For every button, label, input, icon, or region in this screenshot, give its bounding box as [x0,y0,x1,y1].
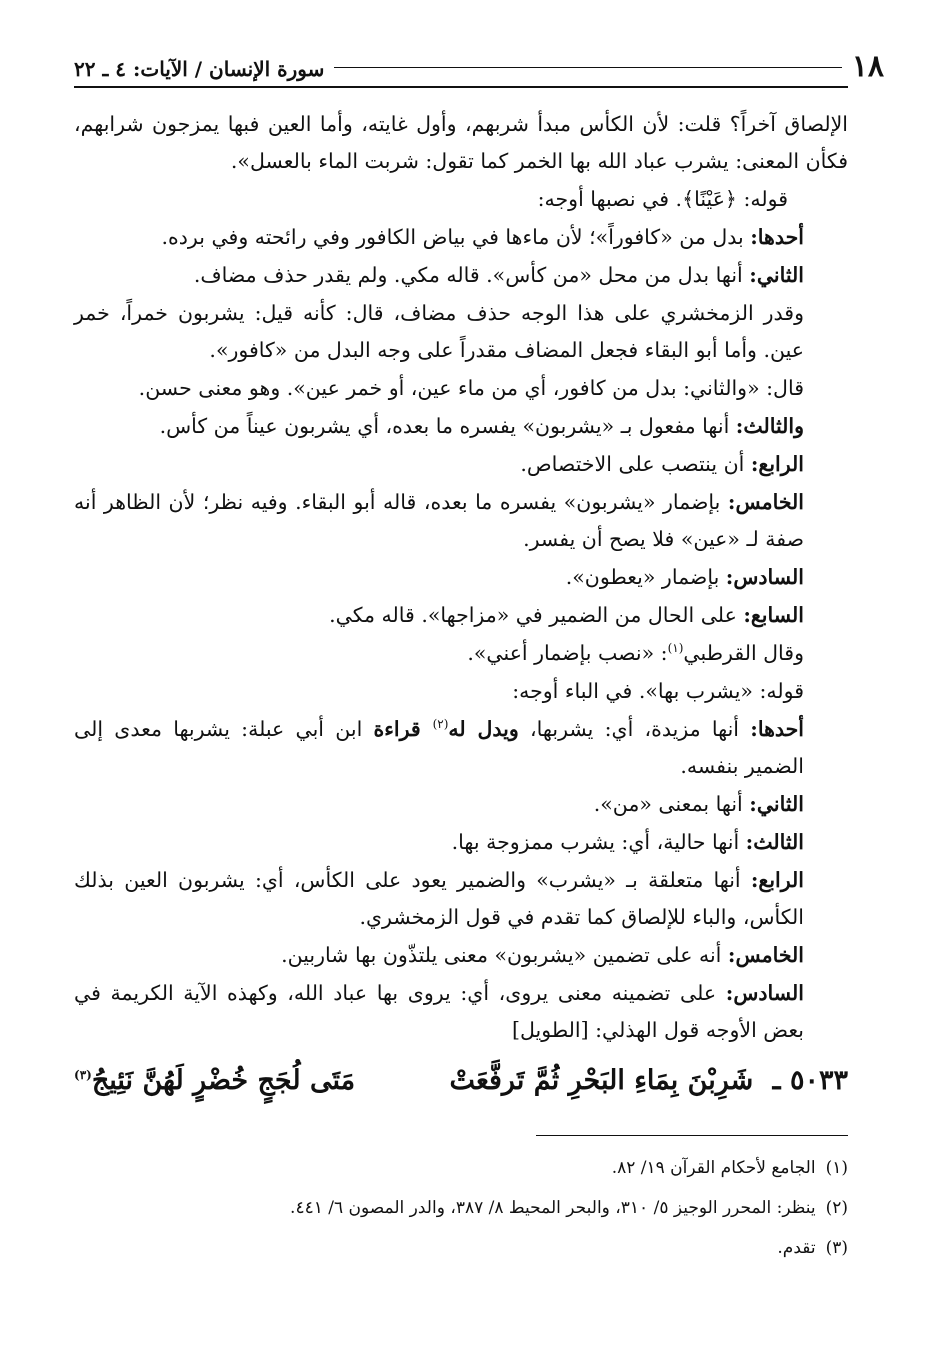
paragraph-text: على تضمينه معنى يروى، أي: يروى بها عباد الله، وكهذه الآية الكريمة في بعض الأوجه قول الهذلي: [الطويل] [74,981,804,1042]
paragraph-text: الإلصاق آخراً؟ قلت: لأن الكأس مبدأ شربهم، وأول غايته، وأما العين فبها يمزجون شرابهم، فكأن المعنى: يشرب عباد الله بها الخمر كما تقول: شربت الماء بالعسل». [74,112,848,173]
paragraph [74,937,848,974]
paragraph-text: على الحال من الضمير في «مزاجها». قاله مكي. [329,603,744,627]
term-label: الثالث: [745,830,804,854]
term-label: الخامس: [727,943,804,967]
term-label: أحدها: [750,717,805,741]
paragraph-text: قوله: ﴿عَيْنًا﴾. في نصبها أوجه: [537,187,788,211]
paragraph [74,975,848,1049]
paragraph-text: أنها متعلقة بـ «يشرب» والضمير يعود على الكأس، أي: يشربون العين بذلك الكأس، والباء للإلصاق كما تقدم في قول الزمخشري. [74,868,804,929]
page-number: ١٨ [851,49,884,84]
poetry-verse [74,1061,848,1101]
footnote-number: (٢) [825,1198,848,1218]
page-header [74,38,884,88]
term-label: السادس: [725,981,804,1005]
paragraph-text: بإضمار «يعطون». [565,565,726,589]
emphasis-text: ويدل له [448,717,519,741]
paragraph [74,559,848,596]
paragraph [74,257,848,294]
paragraph [74,106,848,180]
paragraph [74,597,848,634]
paragraph [74,295,848,369]
paragraph [74,673,848,710]
paragraph-text: أنها بمعنى «من». [593,792,750,816]
paragraph-text: ابن أبي عبلة: يشربها معدى إلى الضمير بنفسه. [74,717,804,778]
footnote-text: ينظر: المحرر الوجيز ٥/ ٣١٠، والبحر المحيط ٨/ ٣٨٧، والدر المصون ٦/ ٤٤١. [290,1198,816,1218]
header-rule [334,67,841,68]
main-text [74,106,848,1049]
paragraph [74,635,848,672]
footnote-marker: (٣) [74,1068,92,1082]
paragraph [74,408,848,445]
paragraph-text: : «نصب بإضمار أعني». [467,641,668,665]
footnote-separator [536,1135,848,1136]
footnote-text: الجامع لأحكام القرآن ١٩/ ٨٢. [611,1158,816,1178]
hemistich-text: شَرِبْنَ بِمَاءِ البَحْرِ ثُمَّ تَرفَّعَتْ [449,1065,754,1096]
paragraph [74,370,848,407]
running-title: سورة الإنسان / الآيات: ٤ ـ ٢٢ [74,57,325,81]
paragraph-text: أنها بدل من محل «من كأس». قاله مكي. ولم يقدر حذف مضاف. [193,263,750,287]
term-label: والثالث: [735,414,804,438]
footnote [74,1188,848,1228]
paragraph-text: أنها مفعول بـ «يشربون» يفسره ما بعده، أي يشربون عيناً من كأس. [159,414,736,438]
paragraph-text: بدل من «كافوراً»؛ لأن ماءها في بياض الكافور وفي رائحته وفي برده. [161,225,751,249]
paragraph-text: وقال القرطبي [683,641,804,665]
hemistich-text: مَتَى لُجَجٍ خُضْرٍ لَهُنَّ نَئِيجُ [91,1065,356,1096]
term-label: الثاني: [749,263,804,287]
footnote [74,1148,848,1188]
paragraph [74,824,848,861]
term-label: السادس: [725,565,804,589]
paragraph [74,786,848,823]
term-label: الخامس: [727,490,804,514]
term-label: الرابع: [750,452,804,476]
paragraph-text: أنها مزيدة، أي: يشربها، [518,717,751,741]
paragraph-text: قوله: «يشرب بها». في الباء أوجه: [512,679,804,703]
footnote-number: (٣) [825,1238,848,1258]
paragraph [74,484,848,558]
term-label: أحدها: [750,225,804,249]
footnote-text: تقدم. [777,1238,816,1258]
term-label: الثاني: [749,792,804,816]
footnote-marker: (١) [667,641,684,656]
footnote-number: (١) [825,1158,848,1178]
paragraph-text: أنه على تضمين «يشربون» معنى يلتذّون بها شاربين. [281,943,728,967]
paragraph-text: وقدر الزمخشري على هذا الوجه حذف مضاف، قال: كأنه قيل: يشربون خمراً، خمر عين. وأما أبو البقاء فجعل المضاف مقدراً على وجه البدل من «كافور». [74,301,804,362]
paragraph [74,711,848,785]
footnotes [74,1148,848,1268]
paragraph [74,181,848,218]
verse-second-hemistich [74,1061,355,1101]
term-label: السابع: [743,603,804,627]
paragraph [74,446,848,483]
paragraph-text: بإضمار «يشربون» يفسره ما بعده، قاله أبو البقاء. وفيه نظر؛ لأن الظاهر أنه صفة لـ «عين» فلا يصح أن يفسر. [74,490,804,551]
emphasis-text: قراءة [373,717,433,741]
term-label: الرابع: [750,868,804,892]
footnote-marker: (٢) [432,717,449,732]
verse-number: ٥٠٣٣ ـ [772,1065,848,1096]
verse-first-hemistich [449,1061,848,1101]
paragraph-text: أن ينتصب على الاختصاص. [520,452,751,476]
paragraph [74,219,848,256]
paragraph-text: أنها حالية، أي: يشرب ممزوجة بها. [451,830,746,854]
paragraph [74,862,848,936]
footnote [74,1228,848,1268]
paragraph-text: قال: «والثاني: بدل من كافور، أي من ماء عين، أو خمر عين». وهو معنى حسن. [138,376,804,400]
